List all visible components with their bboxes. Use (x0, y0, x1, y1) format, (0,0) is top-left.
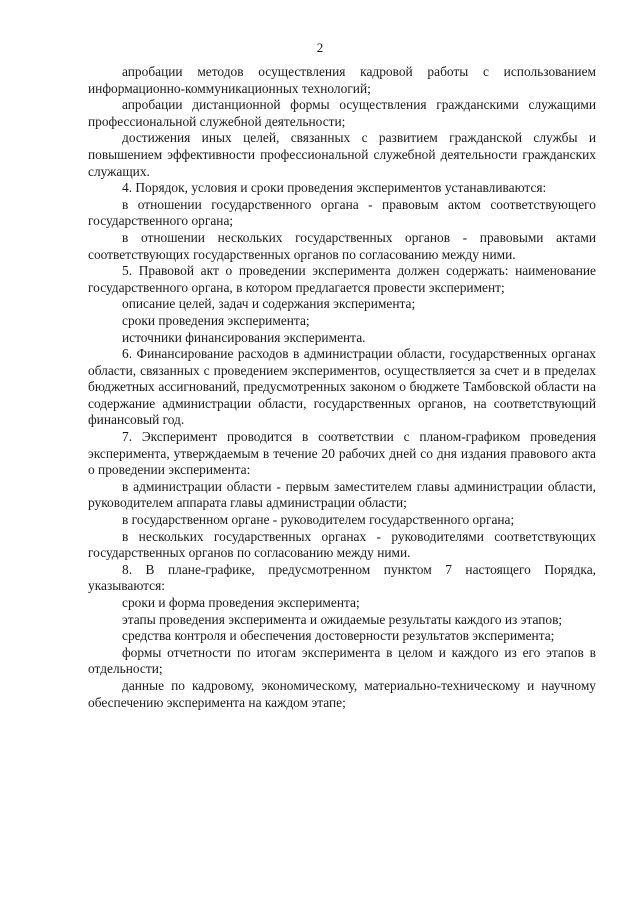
paragraph: в отношении государственного органа - правовым актом соответствующего государственного органа; (88, 196, 596, 229)
paragraph: 7. Эксперимент проводится в соответствии с планом-графиком проведения эксперимента, утверждаемым в течение 20 рабочих дней со дня издания правового акта о проведении эксперимента: (88, 429, 596, 478)
page-number: 2 (316, 40, 324, 55)
paragraph: данные по кадровому, экономическому, материально-техническому и научному обеспечению эксперимента на каждом этапе; (88, 677, 596, 710)
paragraph: описание целей, задач и содержания эксперимента; (122, 296, 416, 312)
paragraph: 8. В плане-графике, предусмотренном пунктом 7 настоящего Порядка, указываются: (88, 561, 596, 594)
document-body (88, 64, 596, 711)
paragraph: сроки и форма проведения эксперимента; (122, 595, 360, 610)
paragraph: в нескольких государственных органах - руководителями соответствующих государственных органов по согласованию между ними. (88, 528, 596, 561)
paragraph: этапы проведения эксперимента и ожидаемые результаты каждого из этапов; (122, 611, 563, 627)
paragraph: формы отчетности по итогам эксперимента в целом и каждого из его этапов в отдельности; (88, 644, 596, 677)
paragraph: 5. Правовой акт о проведении эксперимента должен содержать: наименование государственного органа, в котором предлагается провести эксперимент; (88, 263, 596, 295)
paragraph: в администрации области - первым заместителем главы администрации области, руководителем аппарата главы администрации области; (88, 478, 596, 511)
paragraph: источники финансирования эксперимента. (122, 329, 366, 345)
paragraph: в государственном органе - руководителем государственного органа; (122, 512, 515, 528)
paragraph: 4. Порядок, условия и сроки проведения экспериментов устанавливаются: (122, 180, 547, 196)
paragraph: сроки проведения эксперимента; (122, 312, 310, 328)
paragraph: достижения иных целей, связанных с развитием гражданской службы и повышением эффективности профессиональной служебной деятельности гражданских служащих. (88, 130, 596, 179)
paragraph: в отношении нескольких государственных органов - правовыми актами соответствующих государственных органов по согласованию между ними. (88, 229, 596, 262)
paragraph: апробации дистанционной формы осуществления гражданскими служащими профессиональной служебной деятельности; (88, 97, 596, 129)
paragraph: апробации методов осуществления кадровой работы с использованием информационно-коммуникационных технологий; (88, 64, 596, 96)
paragraph: 6. Финансирование расходов в администрации области, государственных органах области, связанных с проведением экспериментов, осуществляется за счет и в пределах бюджетных ассигнований, предусмотренных законом о бюджете Тамбовской области на содержание администрации области, государственных органов, на соответствующий финансовый год. (88, 346, 596, 428)
paragraph: средства контроля и обеспечения достоверности результатов эксперимента; (122, 628, 555, 644)
